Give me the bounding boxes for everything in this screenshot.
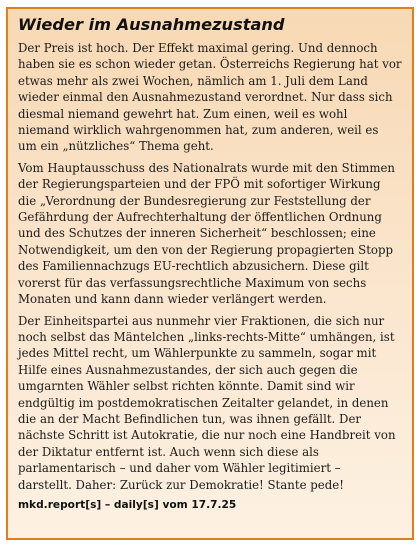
text-line: die „Verordnung der Bundesregierung zur Feststellung der [18,193,371,208]
text-line: Der Preis ist hoch. Der Effekt maximal gering. Und dennoch [18,41,378,55]
article-headline: Wieder im Ausnahmezustand [18,15,285,34]
text-line: des Familiennachzugs EU-rechtlich abzusichern. Diese gilt [18,259,369,274]
text-line: die an der Macht Befindlichen tun, was ihnen gefällt. Der [18,411,362,426]
paragraph-1 [18,40,403,155]
text-line: der Regierungsparteien und der FPÖ mit sofortiger Wirkung [18,177,381,192]
text-line: niemand wirklich wahrgenommen hat, zum anderen, weil es [18,123,379,138]
text-line: etwas mehr als zwei Wochen, nämlich am 1. Juli dem Land [18,73,368,88]
text-line: nächste Schritt ist Autokratie, die nur noch eine Handbreit von [18,428,396,443]
text-line: der Diktatur entfernt ist. Auch wenn sich diese als [18,444,319,459]
text-line: jedes Mittel recht, um Wählerpunkte zu sammeln, sogar mit [18,346,377,361]
text-line: diesmal niemand gewehrt hat. Zum einen, weil es wohl [18,106,348,121]
text-line: wieder einmal den Ausnahmezustand verordnet. Nur dass sich [18,90,393,105]
text-line: Monaten und kann dann wieder verlängert werden. [18,292,327,307]
text-line: Notwendigkeit, um den von der Regierung propagierten Stopp [18,242,394,257]
text-line: und des Schutzes der inneren Sicherheit“ beschlossen; eine [18,226,376,241]
text-line: umgarnten Wähler selbst richten könnte. Damit sind wir [18,379,355,394]
article-card [6,7,414,540]
text-line: Hilfe eines Ausnahmezustandes, der sich auch gegen die [18,362,358,377]
text-line: um ein „nützliches“ Thema geht. [18,139,214,154]
paragraph-2 [18,160,403,308]
text-line: noch selbst das Mäntelchen „links-rechts-Mitte“ umhängen, ist [18,329,395,344]
text-line: vorerst für das verfassungsrechtliche Maximum von sechs [18,275,367,290]
text-line: Gefährdung der Aufrechterhaltung der öffentlichen Ordnung [18,210,382,225]
text-line: endgültig im postdemokratischen Zeitalter gelandet, in denen [18,395,389,410]
text-line: darstellt. Daher: Zurück zur Demokratie! Stante pede! [18,477,344,492]
text-line: parlamentarisch – und daher vom Wähler legitimiert – [18,461,341,476]
paragraph-3 [18,313,403,493]
text-line: haben sie es schon wieder getan. Österreichs Regierung hat vor [18,57,402,72]
text-line: Der Einheitspartei aus nunmehr vier Fraktionen, die sich nur [18,313,385,328]
source-credit: mkd.report[s] – daily[s] vom 17.7.25 [18,498,237,511]
text-line: Vom Hauptausschuss des Nationalrats wurde mit den Stimmen [18,160,396,175]
